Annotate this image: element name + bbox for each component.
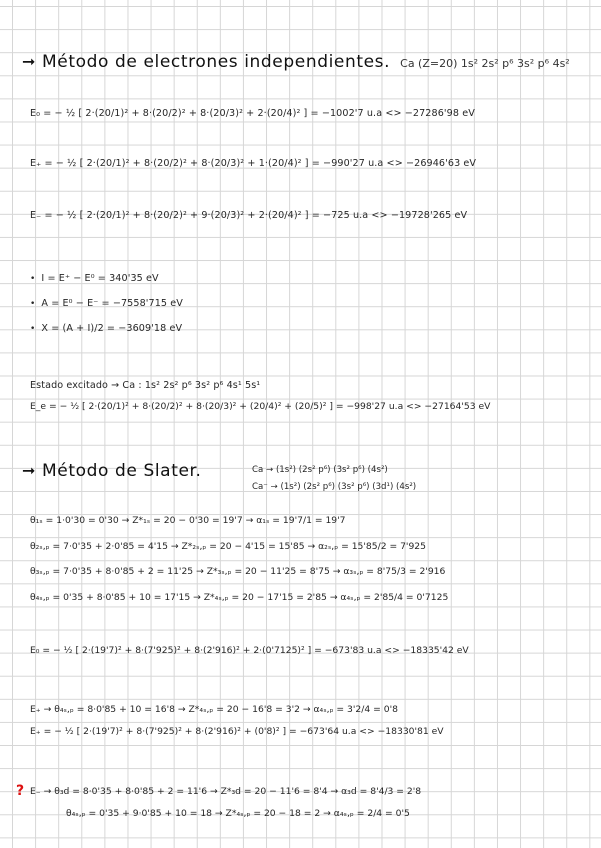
config-ca — [252, 465, 388, 475]
config-label: Ca⁻ → — [252, 482, 278, 492]
section-heading-slater — [22, 461, 202, 481]
section-heading-independent-electrons — [22, 52, 570, 72]
arrow-icon: ➞ — [22, 52, 37, 71]
section-title: Método de Slater. — [42, 461, 202, 481]
config-label: Ca → — [252, 465, 274, 475]
slater-line: θ₃ₛ,ₚ = 7·0'35 + 8·0'85 + 2 = 11'25 → Z*₃ₛ,ₚ = 20 − 11'25 = 8'75 → α₃ₛ,ₚ = 8'75/3 = 2'916 — [30, 566, 446, 577]
eminus-slater-line2: θ₄ₛ,ₚ = 0'35 + 9·0'85 + 10 = 18 → Z*₄ₛ,ₚ = 20 − 18 = 2 → α₄ₛ,ₚ = 2/4 = 0'5 — [66, 808, 410, 819]
section-title: Método de electrones independientes. — [42, 52, 391, 72]
bullet-item — [30, 298, 183, 309]
slater-line: θ₁ₛ = 1·0'30 = 0'30 → Z*₁ₛ = 20 − 0'30 = 19'7 → α₁ₛ = 19'7/1 = 19'7 — [30, 515, 346, 526]
bullet-icon: • — [30, 324, 36, 334]
equation-eminus: E₋ = − ½ [ 2·(20/1)² + 8·(20/2)² + 9·(20/3)² + 2·(20/4)² ] = −725 u.a <> −19728'265 eV — [30, 210, 468, 221]
config-value: (1s²) (2s² p⁶) (3s² p⁶) (4s²) — [275, 465, 388, 475]
bullet-icon: • — [30, 274, 36, 284]
bullet-item — [30, 323, 182, 334]
section-subtitle: Ca (Z=20) 1s² 2s² p⁶ 3s² p⁶ 4s² — [400, 57, 570, 70]
equation-excited: E_e = − ½ [ 2·(20/1)² + 8·(20/2)² + 8·(20/3)² + (20/4)² + (20/5)² ] = −998'27 u.a <> −27164'53 eV — [30, 401, 491, 412]
bullet-icon: • — [30, 299, 36, 309]
eminus-slater-line1: E₋ → θ₃d = 8·0'35 + 8·0'85 + 2 = 11'6 → Z*₃d = 20 − 11'6 = 8'4 → α₃d = 8'4/3 = 2'8 — [30, 786, 422, 797]
margin-question-mark: ? — [16, 783, 25, 799]
bullet-text: I = E⁺ − E⁰ = 340'35 eV — [41, 273, 159, 284]
config-value: (1s²) (2s² p⁶) (3s² p⁶) (3d¹) (4s²) — [280, 482, 417, 492]
equation-e0-slater: E₀ = − ½ [ 2·(19'7)² + 8·(7'925)² + 8·(2'916)² + 2·(0'7125)² ] = −673'83 u.a <> −18335'42 eV — [30, 645, 469, 656]
slater-line: θ₄ₛ,ₚ = 0'35 + 8·0'85 + 10 = 17'15 → Z*₄ₛ,ₚ = 20 − 17'15 = 2'85 → α₄ₛ,ₚ = 2'85/4 = 0'7125 — [30, 592, 449, 603]
slater-line: θ₂ₛ,ₚ = 7·0'35 + 2·0'85 = 4'15 → Z*₂ₛ,ₚ = 20 − 4'15 = 15'85 → α₂ₛ,ₚ = 15'85/2 = 7'925 — [30, 541, 426, 552]
bullet-text: X = (A + I)/2 = −3609'18 eV — [41, 323, 183, 334]
eplus-slater-line1: E₊ → θ₄ₛ,ₚ = 8·0'85 + 10 = 16'8 → Z*₄ₛ,ₚ = 20 − 16'8 = 3'2 → α₄ₛ,ₚ = 3'2/4 = 0'8 — [30, 704, 398, 715]
bullet-text: A = E⁰ − E⁻ = −7558'715 eV — [41, 298, 183, 309]
excited-state-label: Estado excitado → Ca : 1s² 2s² p⁶ 3s² p⁶ 4s¹ 5s¹ — [30, 380, 261, 391]
equation-eplus: E₊ = − ½ [ 2·(20/1)² + 8·(20/2)² + 8·(20/3)² + 1·(20/4)² ] = −990'27 u.a <> −26946'63 eV — [30, 158, 477, 169]
config-caminus — [252, 482, 416, 492]
bullet-item — [30, 273, 159, 284]
eplus-slater-line2: E₊ = − ½ [ 2·(19'7)² + 8·(7'925)² + 8·(2'916)² + (0'8)² ] = −673'64 u.a <> −18330'81 eV — [30, 726, 444, 737]
equation-e0: E₀ = − ½ [ 2·(20/1)² + 8·(20/2)² + 8·(20/3)² + 2·(20/4)² ] = −1002'7 u.a <> −27286'98 eV — [30, 108, 475, 119]
arrow-icon: ➞ — [22, 461, 37, 480]
